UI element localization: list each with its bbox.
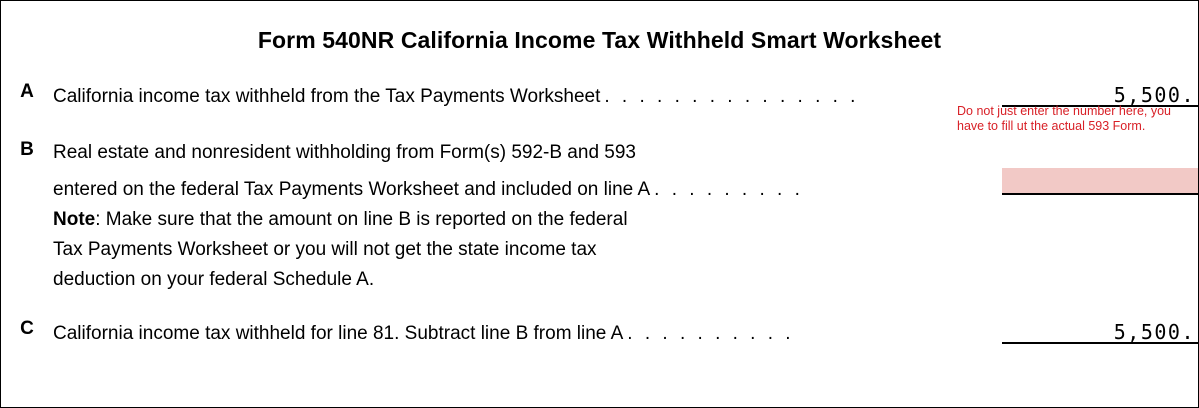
row-c-line [53, 317, 1198, 349]
row-b-line2 [53, 168, 1198, 205]
worksheet-row-b [1, 104, 1198, 295]
annotation-callout: Do not just enter the number here, you have to fill ut the actual 593 Form. [957, 104, 1172, 133]
row-c-amount-field[interactable]: 5,500. [1002, 317, 1198, 344]
row-letter-c: C [20, 318, 34, 339]
row-letter-b: B [20, 139, 34, 160]
row-b-leader-dots: . . . . . . . . . [654, 179, 804, 200]
note-label: Note [53, 209, 96, 230]
worksheet-row-c [1, 317, 1198, 349]
row-c-body [53, 317, 1198, 349]
row-b-note-line3: deduction on your federal Schedule A. [53, 269, 375, 290]
page-title: Form 540NR California Income Tax Withheld Smart Worksheet [257, 27, 942, 53]
worksheet-rows [1, 80, 1198, 349]
row-letter-a: A [20, 81, 34, 102]
row-b-body [53, 104, 1198, 295]
row-a-leader-dots: . . . . . . . . . . . . . . . [604, 86, 859, 107]
row-b-label-line2: entered on the federal Tax Payments Worksheet and included on line A [53, 179, 651, 200]
row-c-leader-dots: . . . . . . . . . . [627, 323, 795, 344]
row-a-amount-field[interactable]: 5,500. [1002, 80, 1198, 107]
row-b-note-text1: : Make sure that the amount on line B is reported on the federal [95, 209, 628, 230]
row-b-label-line1: Real estate and nonresident withholding from Form(s) 592-B and 593 [53, 142, 636, 163]
row-c-label: California income tax withheld for line 81. Subtract line B from line A [53, 323, 624, 344]
row-b-amount-field[interactable] [1002, 168, 1198, 195]
row-b-note-line2: Tax Payments Worksheet or you will not get the state income tax [53, 239, 597, 260]
row-a-label: California income tax withheld from the Tax Payments Worksheet [53, 86, 601, 107]
row-b-note-line1 [53, 205, 1198, 235]
